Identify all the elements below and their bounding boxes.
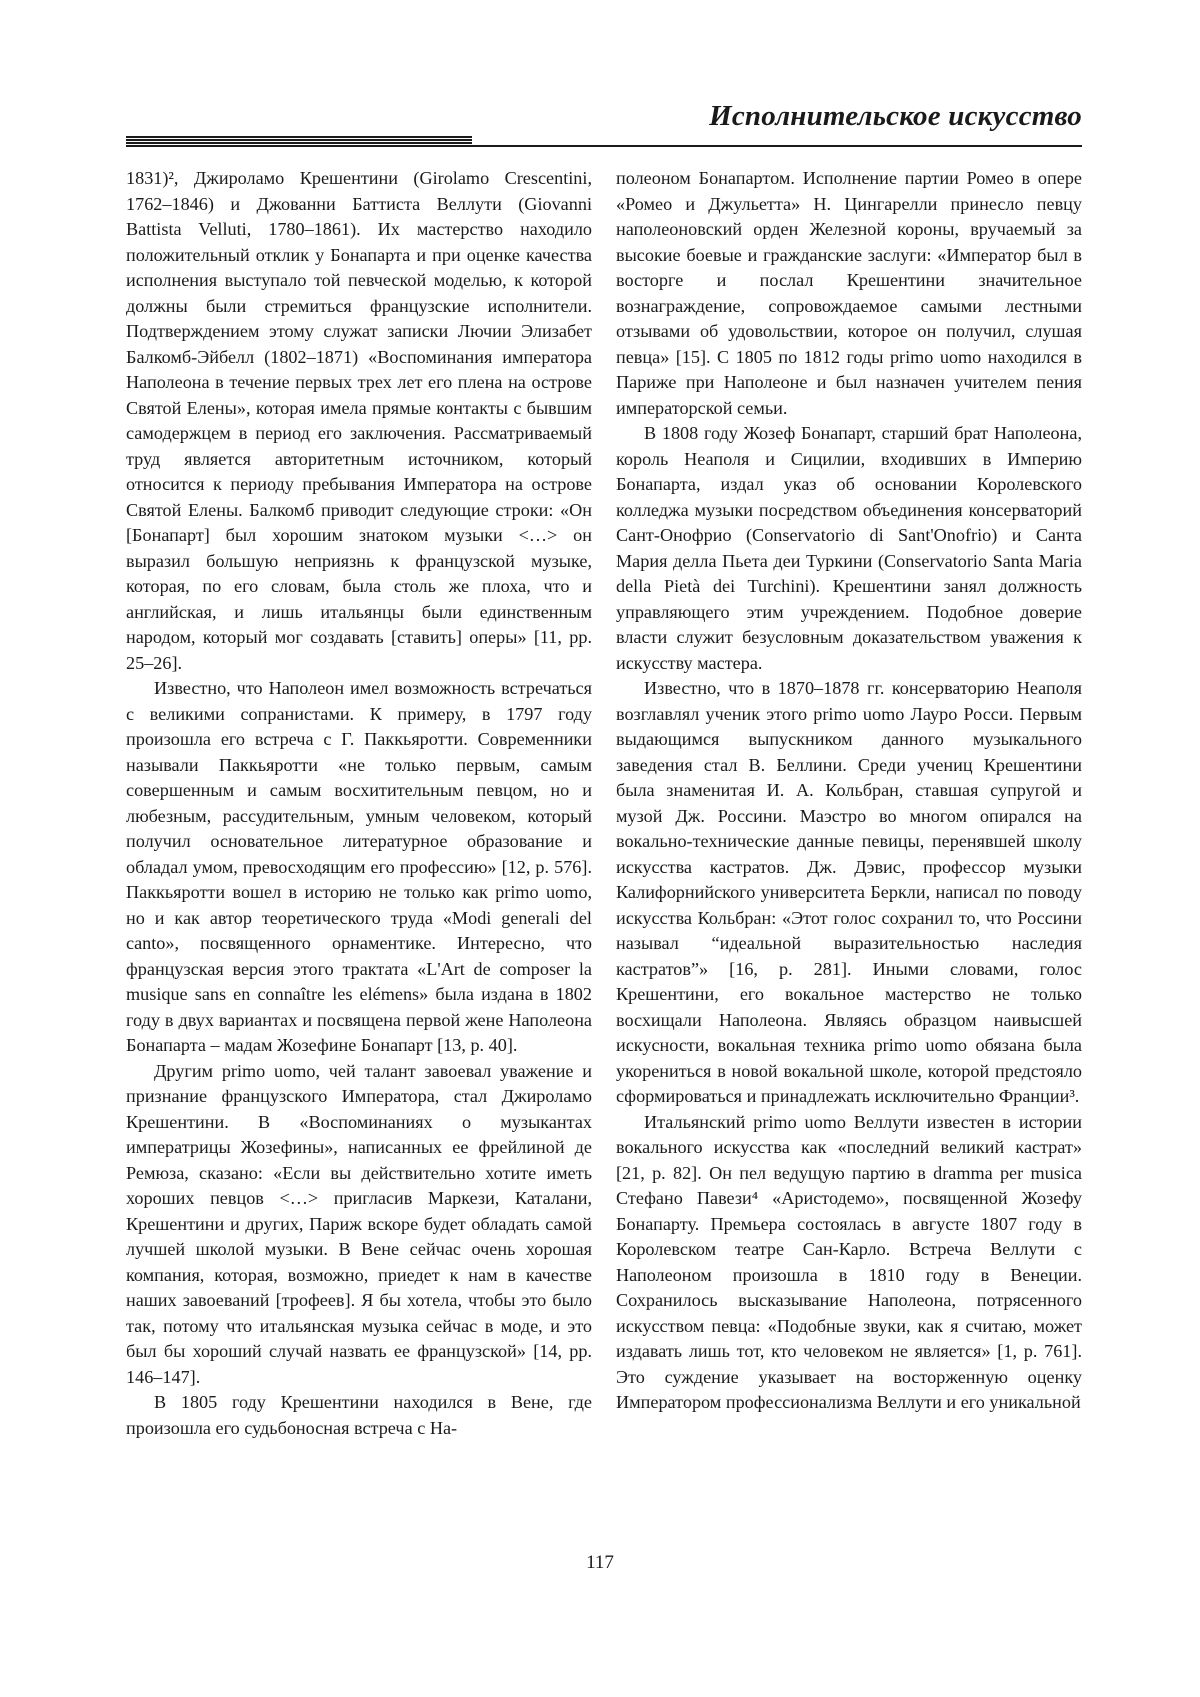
right-text-column	[616, 166, 1082, 1546]
header-rule-thick	[126, 136, 472, 148]
paragraph: Известно, что в 1870–1878 гг. консерваторию Неаполя возглавлял ученик этого primo uomo Лауро Росси. Первым выдающимся выпускником данного музыкального заведения стал В. Беллини. Среди учениц Крешентини была знаменитая И. А. Кольбран, ставшая супругой и музой Дж. Россини. Маэстро во многом опирался на вокально-технические данные певицы, перенявшей школу искусства кастратов. Дж. Дэвис, профессор музыки Калифорнийского университета Беркли, написал по поводу искусства Кольбран: «Этот голос сохранил то, что Россини называл “идеальной выразительностью наследия кастратов”» [16, p. 281]. Иными словами, голос Крешентини, его вокальное мастерство не только восхищали Наполеона. Являясь образцом наивысшей искусности, вокальная техника primo uomo обязана была укорениться в новой вокальной школе, которой предстояло сформироваться и принадлежать исключительно Франции³.	[616, 678, 1082, 1106]
page-number: 117	[586, 1552, 614, 1573]
paragraph: Итальянский primo uomo Веллути известен в истории вокального искусства как «последний великий кастрат» [21, p. 82]. Он пел ведущую партию в dramma per musica Стефано Павези⁴ «Аристодемо», посвященной Жозефу Бонапарту. Премьера состоялась в августе 1807 году в Королевском театре Сан-Карло. Встреча Веллути с Наполеоном произошла в 1810 году в Венеции. Сохранилось высказывание Наполеона, потрясенного искусством певца: «Подобные звуки, как я считаю, может издавать лишь тот, кто человеком не является» [1, p. 761]. Это суждение указывает на восторженную оценку Императором профессионализма Веллути и его уникальной	[616, 1111, 1082, 1412]
running-header-title: Исполнительское искусство	[709, 100, 1082, 132]
paragraph: полеоном Бонапартом. Исполнение партии Ромео в опере «Ромео и Джульетта» Н. Цингарелли принесло певцу наполеоновский орден Железной короны, вручаемый за высокие боевые и гражданские заслуги: «Император был в восторге и послал Крешентини значительное вознаграждение, сопровождаемое самыми лестными отзывами об удовольствии, которое он получил, слушая певца» [15]. С 1805 по 1812 годы primo uomo находился в Париже при Наполеоне и был назначен учителем пения императорской семьи.	[616, 168, 1082, 418]
paragraph: В 1808 году Жозеф Бонапарт, старший брат Наполеона, король Неаполя и Сицилии, входивших в Империю Бонапарта, издал указ об основании Королевского колледжа музыки посредством объединения консерваторий Сант-Онофрио (Conservatorio di Sant'Onofrio) и Санта Мария делла Пьета деи Туркини (Conservatorio Santa Maria della Pietà dei Turchini). Крешентини занял должность управляющего этим учреждением. Подобное доверие власти служит безусловным доказательством уважения к искусству мастера.	[616, 423, 1082, 673]
paragraph: Другим primo uomo, чей талант завоевал уважение и признание французского Императора, стал Джироламо Крешентини. В «Воспоминаниях о музыкантах императрицы Жозефины», написанных ее фрейлиной де Ремюза, сказано: «Если вы действительно хотите иметь хороших певцов <…> пригласив Маркези, Каталани, Крешентини и других, Париж вскоре будет обладать самой лучшей школой музыки. В Вене сейчас очень хорошая компания, которая, возможно, приедет к нам в качестве наших завоеваний [трофеев]. Я бы хотела, чтобы это было так, потому что итальянская музыка сейчас в моде, и это был бы хороший случай назвать ее французской» [14, pp. 146–147].	[126, 1060, 592, 1387]
paragraph: В 1805 году Крешентини находился в Вене, где произошла его судьбоносная встреча с На-	[126, 1392, 592, 1438]
paragraph: Известно, что Наполеон имел возможность встречаться с великими сопранистами. К примеру, в 1797 году произошла его встреча с Г. Паккьяротти. Современники называли Паккьяротти «не только первым, самым совершенным и самым восхитительным певцом, но и любезным, рассудительным, умным человеком, который получил основательное литературное образование и обладал умом, превосходящим его профессию» [12, p. 576]. Паккьяротти вошел в историю не только как primo uomo, но и как автор теоретического труда «Modi generali del canto», посвященного орнаментике. Интересно, что французская версия этого трактата «L'Art de composer la musique sans en connaître les elémens» была издана в 1802 году в двух вариантах и посвящена первой жене Наполеона Бонапарта – мадам Жозефине Бонапарт [13, p. 40].	[126, 678, 592, 1055]
paragraph: 1831)², Джироламо Крешентини (Girolamo Crescentini, 1762–1846) и Джованни Баттиста Веллути (Giovanni Battista Velluti, 1780–1861). Их мастерство находило положительный отклик у Бонапарта и при оценке качества исполнения выступало той певческой моделью, к которой должны были стремиться французские исполнители. Подтверждением этому служат записки Лючии Элизабет Балкомб-Эйбелл (1802–1871) «Воспоминания императора Наполеона в течение первых трех лет его плена на острове Святой Елены», которая имела прямые контакты с бывшим самодержцем в период его заключения. Рассматриваемый труд является авторитетным источником, который относится к периоду пребывания Императора на острове Святой Елены. Балкомб приводит следующие строки: «Он [Бонапарт] был хорошим знатоком музыки <…> он выразил большую неприязнь к французской музыке, которая, по его словам, была столь же плоха, что и английская, и лишь итальянцы были единственным народом, который мог создавать [ставить] оперы» [11, pp. 25–26].	[126, 168, 592, 673]
header-rule-thin	[472, 145, 1082, 147]
left-text-column	[126, 166, 592, 1546]
